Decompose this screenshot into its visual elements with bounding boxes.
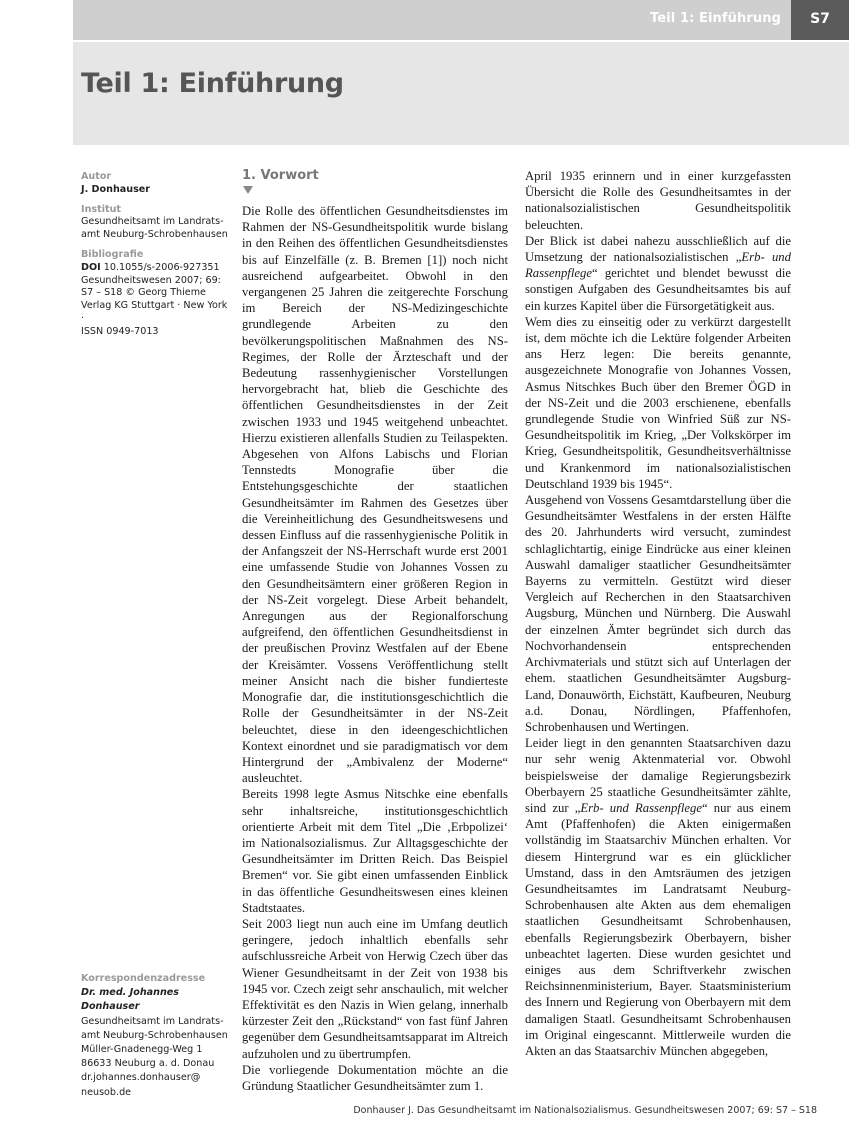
doi-label: DOI bbox=[81, 261, 101, 273]
author-name: J. Donhauser bbox=[81, 183, 151, 195]
institute-block bbox=[81, 204, 231, 242]
paragraph: Wem dies zu einseitig oder zu verkürzt dargestellt ist, dem möchte ich die Lektüre folgender Arbeiten ans Herz legen: Die bereits genannte, ausgezeichnete Monografie von Johannes Vossen, Asmus Nitschkes Buch über den Bremer ÖGD in der NS-Zeit und die 2003 erschienene, ebenfalls grundlegende Studie von Winfried Süß zur NS-Gesundheitspolitik im Krieg, „Der Volkskörper im Krieg, Gesundheitspolitik, Gesundheitsverhältnisse und Krankenmord im nationalsozialistischen Deutschland 1939 bis 1945“. bbox=[525, 314, 791, 491]
page-number-box bbox=[791, 0, 849, 40]
bibliography-heading: Bibliografie bbox=[81, 248, 144, 260]
paragraph: April 1935 erinnern und in einer kurzgefassten Übersicht die Rolle des Gesundheitsamtes in der nationalsozialistischen Gesundheitspolitik beleuchten. bbox=[525, 169, 791, 232]
body-column-1 bbox=[242, 203, 508, 1094]
paragraph: Bereits 1998 legte Asmus Nitschke eine ebenfalls sehr inhaltsreiche, institutionsgeschichtlich orientierte Arbeit mit dem Titel „Die ‚Erbpolizei‘ im Nationalsozialismus. Zur Alltagsgeschichte der Gesundheitsämter im Dritten Reich. Das Beispiel Bremen“ vor. Sie gibt einen umfassenden Einblick in das öffentliche Gesundheitswesen eines kleinen Stadtstaates. bbox=[242, 787, 508, 915]
doi-line bbox=[81, 262, 231, 275]
page-number: S7 bbox=[810, 11, 830, 27]
correspondence-email: neusob.de bbox=[81, 1086, 132, 1098]
author-block bbox=[81, 171, 231, 197]
article-metadata bbox=[81, 171, 231, 346]
page-footer-citation: Donhauser J. Das Gesundheitsamt im Nationalsozialismus. Gesundheitswesen 2007; 69: S7 – S18 bbox=[353, 1105, 817, 1116]
paragraph bbox=[525, 735, 791, 1059]
correspondence-line: Gesundheitsamt im Landrats- bbox=[81, 1015, 224, 1027]
paragraph: Die Rolle des öffentlichen Gesundheitsdienstes im Rahmen der NS-Gesundheitspolitik wurde bislang in den Reihen des öffentlichen Gesundheitsdienstes bis auf Einzelfälle (z. B. Bremen [1]) noch nicht ausreichend aufgearbeitet. Obwohl in den vergangenen 25 Jahren die zeitgerechte Forschung im Bereich der NS-Medizingeschichte grundlegende Arbeiten zu den bevölkerungspolitischen Maßnahmen des NS-Regimes, der Rolle der Ärzteschaft und der Bedeutung rassenhygienischer Vorstellungen hervorgebracht hat, blieb die Geschichte des öffentlichen Gesundheitsdienstes in der Zeit zwischen 1933 und 1945 weitgehend unbeachtet. Hierzu existieren allenfalls Studien zu Teilaspekten. Abgesehen von Alfons Labischs und Florian Tennstedts Monografie über die Entstehungsgeschichte der staatlichen Gesundheitsämter im Rahmen des Gesetzes über die Vereinheitlichung des Gesundheitswesens und dessen Einfluss auf die rassenhygienische Politik in der Anfangszeit der NS-Herrschaft wurde erst 2001 eine umfassende Studie von Johannes Vossen zu den Gesundheitsämtern einer größeren Region in der NS-Zeit vorgelegt. Diese Arbeit behandelt, Anregungen aus der Regionalforschung aufgreifend, den öffentlichen Gesundheitsdienst in der preußischen Provinz Westfalen auf der Ebene der Kreisämter. Vossens Veröffentlichung stellt meiner Ansicht nach die bisher fundierteste Monografie dar, die institutionsgeschichtlich die Rolle der Gesundheitsämter in der NS-Zeit beleuchtet, diese in den ideengeschichtlichen Kontext einordnet und sie paradigmatisch vor dem Hintergrund der „Ambivalenz der Moderne“ ausleuchtet. bbox=[242, 204, 508, 786]
issn: ISSN 0949-7013 bbox=[81, 325, 159, 337]
paragraph: Ausgehend von Vossens Gesamtdarstellung über die Gesundheitsämter Westfalens in der ersten Hälfte des 20. Jahrhunderts wird versucht, zumindest schlaglichtartig, einige Eindrücke aus einer kleinen Auswahl damaliger staatlicher Gesundheitsämter Bayerns zu vermitteln. Gestützt wird dieser Vergleich auf Recherchen in den Staatsarchiven Augsburg, München und Nürnberg. Die Auswahl der einzelnen Ämter begründet sich durch das Nochvorhandensein entsprechenden Archivmaterials und stützt sich auf Unterlagen der ehem. staatlichen Gesundheitsämter Augsburg-Land, Donauwörth, Eichstätt, Kaufbeuren, Neuburg a.d. Donau, Nördlingen, Pfaffenhofen, Schrobenhausen und Wertingen. bbox=[525, 493, 791, 734]
body-column-2 bbox=[525, 168, 791, 1059]
correspondence-name: Dr. med. Johannes Donhauser bbox=[81, 987, 180, 1013]
correspondence-address bbox=[81, 972, 236, 1100]
text-run: “ nur aus einem Amt (Pfaffenhofen) die Akten einigermaßen vollständig im Staatsarchiv München erhalten. Vor diesem Hintergrund war es ein glücklicher Umstand, dass in den Amtsräumen des jetzigen Gesundheitsamtes im Landratsamt Neuburg-Schrobenhausen alte Akten aus dem ehemaligen staatlichen Gesundheitsamt Schrobenhausen, ebenfalls Regierungsbezirk Oberbayern, bisher unbeachtet lagerten. Diese wurden gesichtet und einiges aus dem Schriftverkehr zwischen Reichsinnenministerium, Bayer. Staatsministerium des Innern und Regierung von Oberbayern mit dem damaligen Staatl. Gesundheitsamt Schrobenhausen im Original eingescannt. Mittlerweile wurden die Akten an das Staatsarchiv München abgegeben, bbox=[525, 800, 791, 1058]
part-title: Teil 1: Einführung bbox=[81, 68, 344, 99]
running-head: Teil 1: Einführung bbox=[650, 11, 781, 26]
text-run: Leider liegt in den genannten Staatsarchiven dazu nur sehr wenig Aktenmaterial vor. Obwohl beispielsweise der damalige Regierungsbezirk Oberbayern 25 staatliche Gesundheitsämter zählte, sind zur „ bbox=[525, 736, 791, 815]
correspondence-line: Müller-Gnadenegg-Weg 1 bbox=[81, 1044, 203, 1056]
correspondence-line: amt Neuburg-Schrobenhausen bbox=[81, 1029, 228, 1041]
institute-name: Gesundheitsamt im Landrats-amt Neuburg-Schrobenhausen bbox=[81, 216, 228, 241]
correspondence-email: dr.johannes.donhauser@ bbox=[81, 1072, 201, 1084]
section-marker-triangle-icon bbox=[243, 186, 253, 194]
paragraph: Die vorliegende Dokumentation möchte an die Gründung Staatlicher Gesundheitsämter zum 1. bbox=[242, 1062, 508, 1093]
institute-heading: Institut bbox=[81, 203, 121, 215]
bibliography-block bbox=[81, 249, 231, 339]
running-header-bar bbox=[73, 0, 849, 40]
citation: Gesundheitswesen 2007; 69: S7 – S18 © Georg Thieme Verlag KG Stuttgart · New York · bbox=[81, 274, 228, 324]
doi-value: 10.1055/s-2006-927351 bbox=[103, 261, 220, 273]
correspondence-heading: Korrespondenzadresse bbox=[81, 973, 206, 984]
text-run: “ gerichtet und blendet bewusst die sonstigen Aufgaben des Gesundheitsamtes bis auf ein kurzes Kapitel über die Fürsorgetätigkeit aus. bbox=[525, 266, 791, 313]
emphasis: Erb- und Rassenpflege bbox=[580, 800, 702, 815]
paragraph bbox=[525, 233, 791, 314]
section-heading: 1. Vorwort bbox=[242, 168, 319, 183]
emphasis: Erb- und Rassenpflege bbox=[525, 250, 791, 281]
author-heading: Autor bbox=[81, 171, 112, 182]
title-band bbox=[73, 42, 849, 145]
paragraph: Seit 2003 liegt nun auch eine im Umfang deutlich geringere, jedoch inhaltlich ebenfalls sehr aufschlussreiche Arbeit von Herwig Czech über das Wiener Gesundheitsamt in der Zeit von 1938 bis 1945 vor. Czech zeigt sehr anschaulich, mit welcher Effektivität es den Nazis in Wien gelang, innerhalb kürzester Zeit den „Rückstand“ von fast fünf Jahren gegenüber dem Gesundheitsamtsapparat im Altreich aufzuholen und zu übertrumpfen. bbox=[242, 916, 508, 1061]
text-run: Der Blick ist dabei nahezu ausschließlich auf die Umsetzung der nationalsozialistischen „ bbox=[525, 233, 791, 265]
correspondence-line: 86633 Neuburg a. d. Donau bbox=[81, 1058, 215, 1070]
